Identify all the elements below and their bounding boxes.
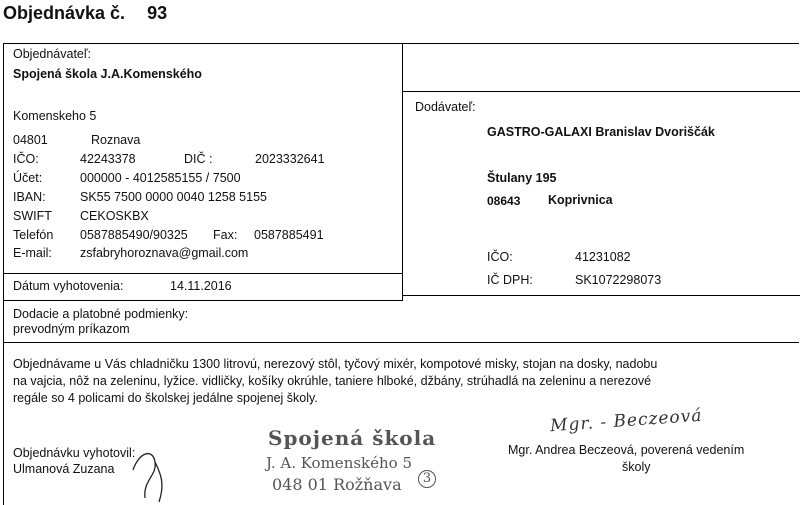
initial-signature-icon <box>125 440 170 505</box>
frame-top <box>3 43 799 44</box>
orderer-ucet: 000000 - 4012585155 / 7500 <box>80 171 241 185</box>
orderer-fax: 0587885491 <box>254 228 324 242</box>
date-value: 14.11.2016 <box>170 279 232 293</box>
orderer-phone-label: Telefón <box>13 228 54 242</box>
stamp-city: 048 01 Rožňava <box>272 475 402 494</box>
orderer-email: zsfabryhoroznava@gmail.com <box>80 246 249 260</box>
stamp-number: 3 <box>418 470 436 488</box>
stamp-school-name: Spojená škola <box>268 426 437 450</box>
order-description <box>13 356 798 407</box>
supplier-box-bottom <box>402 295 800 296</box>
supplier-name: GASTRO-GALAXI Branislav Dvoriščák <box>487 125 715 139</box>
orderer-zip: 04801 <box>13 133 48 147</box>
orderer-phone: 0587885490/90325 <box>80 228 188 242</box>
date-label: Dátum vyhotovenia: <box>13 279 124 293</box>
supplier-city: Koprivnica <box>548 193 613 207</box>
frame-mid-vertical <box>402 43 403 301</box>
supplier-street: Štulany 195 <box>487 171 557 185</box>
prepared-by-label: Objednávku vyhotovil: <box>13 446 136 460</box>
stamp-address: J. A. Komenského 5 <box>266 454 413 472</box>
title-label: Objednávka č. <box>3 3 126 23</box>
terms-heading: Dodacie a platobné podmienky: <box>13 307 189 321</box>
supplier-box-top <box>402 91 800 92</box>
frame-left <box>3 43 4 505</box>
order-description-line-3: regále so 4 policami do školskej jedálne spojenej školy. <box>13 391 318 405</box>
date-row-top <box>3 273 403 274</box>
supplier-ico-label: IČO: <box>487 250 513 264</box>
signer-name: Mgr. Andrea Beczeová, poverená vedením <box>508 443 745 457</box>
supplier-icdph-label: IČ DPH: <box>487 273 533 287</box>
signer-role: školy <box>622 460 651 474</box>
orderer-iban: SK55 7500 0000 0040 1258 5155 <box>80 190 267 204</box>
handwritten-signature: Mgr. - Beczeová <box>549 405 704 437</box>
supplier-zip: 08643 <box>487 194 521 208</box>
prepared-by-name: Ulmanová Zuzana <box>13 462 115 476</box>
orderer-name: Spojená škola J.A.Komenského <box>13 67 202 81</box>
orderer-ucet-label: Účet: <box>13 171 43 185</box>
orderer-city: Roznava <box>91 133 141 147</box>
orderer-fax-label: Fax: <box>213 228 238 242</box>
order-description-line-2: na vajcia, nôž na zeleninu, lyžice. vidličky, košíky okrúhle, taniere hlboké, džbány, strúhadlá na zeleninu a nerezové <box>13 374 652 388</box>
page-title <box>3 3 168 23</box>
date-row-bottom <box>3 300 403 301</box>
orderer-swift: CEKOSKBX <box>80 209 149 223</box>
order-number: 93 <box>147 3 168 23</box>
orderer-email-label: E-mail: <box>13 246 52 260</box>
orderer-ico-label: IČO: <box>13 152 39 166</box>
terms-value: prevodným príkazom <box>13 322 130 336</box>
orderer-dic-label: DIČ : <box>184 152 213 166</box>
orderer-ico: 42243378 <box>80 152 136 166</box>
orderer-heading: Objednávateľ: <box>13 47 92 61</box>
supplier-ico: 41231082 <box>575 250 631 264</box>
terms-bottom <box>3 342 799 343</box>
supplier-heading: Dodávateľ: <box>415 100 476 114</box>
orderer-iban-label: IBAN: <box>13 190 46 204</box>
orderer-street: Komenskeho 5 <box>13 109 97 123</box>
orderer-dic: 2023332641 <box>255 152 325 166</box>
order-description-line-1: Objednávame u Vás chladničku 1300 litrovú, nerezový stôl, tyčový mixér, kompotové misky, stojan na dosky, nadobu <box>13 357 658 371</box>
supplier-icdph: SK1072298073 <box>575 273 662 287</box>
orderer-swift-label: SWIFT <box>13 209 52 223</box>
